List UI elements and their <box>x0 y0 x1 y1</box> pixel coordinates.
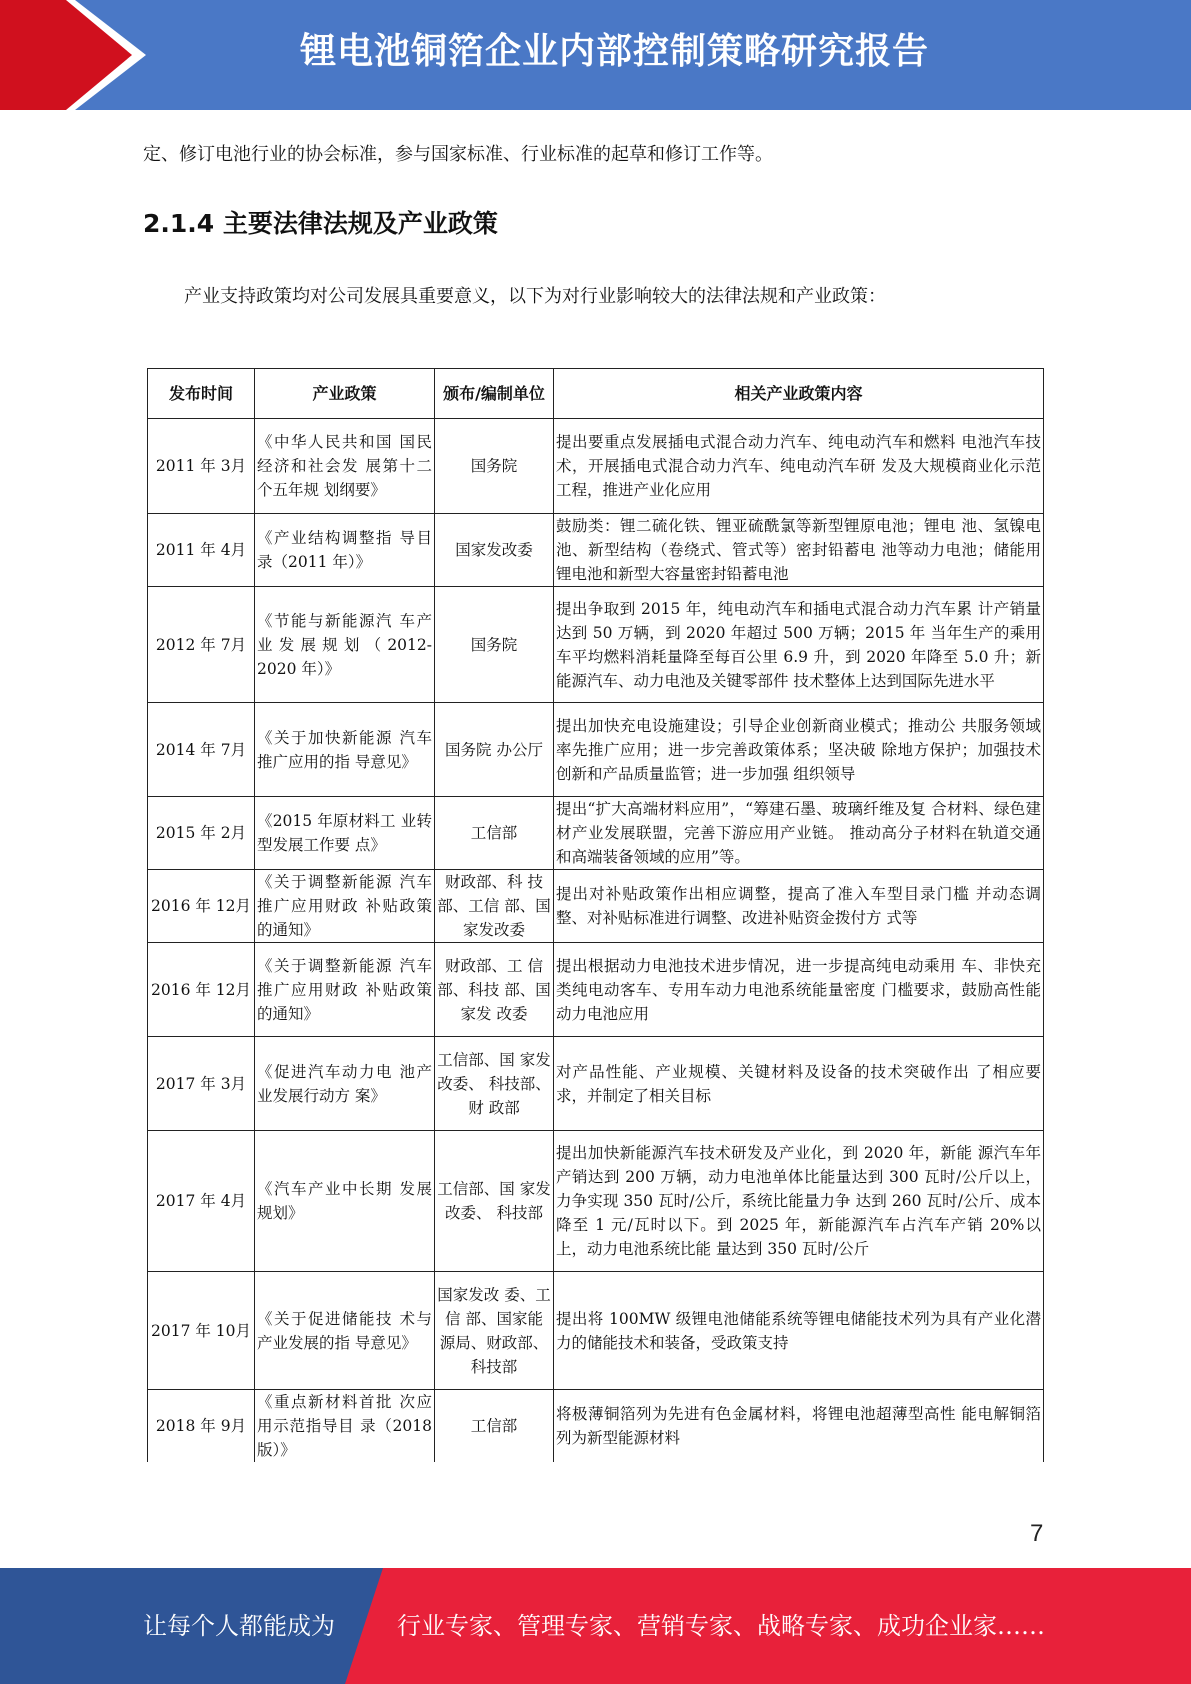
header-arrow-decoration <box>0 0 150 110</box>
cell-org: 工信部、国 家发改委、 科技部、财 政部 <box>435 1037 554 1131</box>
cell-date: 2015 年 2月 <box>148 797 255 870</box>
cell-org: 工信部 <box>435 797 554 870</box>
cell-date: 2011 年 3月 <box>148 419 255 514</box>
cell-content: 提出加快充电设施建设；引导企业创新商业模式；推动公 共服务领域率先推广应用；进一步完善政策体系；坚决破 除地方保护；加强技术创新和产品质量监管；进一步加强 组织领导 <box>554 703 1044 797</box>
cell-content: 提出争取到 2015 年，纯电动汽车和插电式混合动力汽车累 计产销量达到 50 万辆，到 2020 年超过 500 万辆；2015 年 当年生产的乘用车平均燃料消耗量降至每百公里 6.9 升，到 2020 年降至 5.0 升；新能源汽车、动力电池及关键零部件 技术整体上达到国际先进水平 <box>554 587 1044 703</box>
table-row <box>148 870 1044 943</box>
cell-date: 2018 年 9月 <box>148 1390 255 1463</box>
cell-policy: 《产业结构调整指 导目录（2011 年）》 <box>255 514 435 587</box>
cell-org: 财政部、科 技部、工信 部、国家发改委 <box>435 870 554 943</box>
table-row <box>148 797 1044 870</box>
cell-content: 提出要重点发展插电式混合动力汽车、纯电动汽车和燃料 电池汽车技术，开展插电式混合动力汽车、纯电动汽车研 发及大规模商业化示范工程，推进产业化应用 <box>554 419 1044 514</box>
section-heading: 2.1.4 主要法律法规及产业政策 <box>143 209 498 238</box>
cell-content: 对产品性能、产业规模、关键材料及设备的技术突破作出 了相应要求，并制定了相关目标 <box>554 1037 1044 1131</box>
footer-band <box>0 1568 1191 1684</box>
cell-policy: 《关于促进储能技 术与产业发展的指 导意见》 <box>255 1272 435 1390</box>
cell-policy: 《促进汽车动力电 池产业发展行动方 案》 <box>255 1037 435 1131</box>
table-row <box>148 703 1044 797</box>
footer-slogan-left: 让每个人都能成为 <box>143 1612 335 1640</box>
cell-policy: 《节能与新能源汽 车产业发展规划（2012-2020 年）》 <box>255 587 435 703</box>
cell-org: 国务院 办公厅 <box>435 703 554 797</box>
lead-paragraph: 产业支持政策均对公司发展具重要意义，以下为对行业影响较大的法律法规和产业政策： <box>184 286 886 307</box>
cell-date: 2011 年 4月 <box>148 514 255 587</box>
cell-content: 提出将 100MW 级锂电池储能系统等锂电储能技术列为具有产业化潜力的储能技术和装备，受政策支持 <box>554 1272 1044 1390</box>
table-row <box>148 1037 1044 1131</box>
table-row <box>148 1131 1044 1272</box>
table-row <box>148 514 1044 587</box>
header-policy: 产业政策 <box>255 369 435 419</box>
cell-date: 2014 年 7月 <box>148 703 255 797</box>
table-row <box>148 1390 1044 1463</box>
cell-policy: 《关于调整新能源 汽车推广应用财政 补贴政策的通知》 <box>255 870 435 943</box>
cell-date: 2017 年 4月 <box>148 1131 255 1272</box>
cell-policy: 《重点新材料首批 次应用示范指导目 录（2018 版）》 <box>255 1390 435 1463</box>
cell-policy: 《汽车产业中长期 发展规划》 <box>255 1131 435 1272</box>
header-org: 颁布/编制单位 <box>435 369 554 419</box>
report-title: 锂电池铜箔企业内部控制策略研究报告 <box>300 31 930 72</box>
header-date: 发布时间 <box>148 369 255 419</box>
cell-org: 国务院 <box>435 587 554 703</box>
table-row <box>148 943 1044 1037</box>
header-band <box>0 0 1191 110</box>
cell-content: 将极薄铜箔列为先进有色金属材料，将锂电池超薄型高性 能电解铜箔列为新型能源材料 <box>554 1390 1044 1463</box>
cell-content: 提出对补贴政策作出相应调整，提高了准入车型目录门槛 并动态调整、对补贴标准进行调整、改进补贴资金拨付方 式等 <box>554 870 1044 943</box>
cell-date: 2016 年 12月 <box>148 943 255 1037</box>
table-row <box>148 1272 1044 1390</box>
cell-org: 国家发改委 <box>435 514 554 587</box>
cell-date: 2017 年 10月 <box>148 1272 255 1390</box>
footer-slogan-right: 行业专家、管理专家、营销专家、战略专家、成功企业家…… <box>397 1612 1045 1640</box>
cell-org: 国家发改 委、工信 部、国家能 源局、财政部、科技部 <box>435 1272 554 1390</box>
cell-policy: 《关于调整新能源 汽车推广应用财政 补贴政策的通知》 <box>255 943 435 1037</box>
cell-org: 国务院 <box>435 419 554 514</box>
cell-policy: 《中华人民共和国 国民经济和社会发 展第十二个五年规 划纲要》 <box>255 419 435 514</box>
cell-date: 2012 年 7月 <box>148 587 255 703</box>
cell-org: 财政部、工 信部、科技 部、国家发 改委 <box>435 943 554 1037</box>
cell-policy: 《关于加快新能源 汽车推广应用的指 导意见》 <box>255 703 435 797</box>
header-content: 相关产业政策内容 <box>554 369 1044 419</box>
policy-table <box>147 368 1044 1462</box>
cell-org: 工信部、国 家发改委、 科技部 <box>435 1131 554 1272</box>
cell-content: 提出“扩大高端材料应用”，“筹建石墨、玻璃纤维及复 合材料、绿色建材产业发展联盟，完善下游应用产业链。 推动高分子材料在轨道交通和高端装备领域的应用”等。 <box>554 797 1044 870</box>
cell-policy: 《2015 年原材料工 业转型发展工作要 点》 <box>255 797 435 870</box>
cell-content: 提出加快新能源汽车技术研发及产业化，到 2020 年，新能 源汽车年产销达到 200 万辆，动力电池单体比能量达到 300 瓦时/公斤以上，力争实现 350 瓦时/公斤，系统比能量力争 达到 260 瓦时/公斤、成本降至 1 元/瓦时以下。到 2025 年，新能源汽车占汽车产销 20%以上，动力电池系统比能 量达到 350 瓦时/公斤 <box>554 1131 1044 1272</box>
intro-paragraph: 定、修订电池行业的协会标准，参与国家标准、行业标准的起草和修订工作等。 <box>143 144 773 165</box>
table-row <box>148 587 1044 703</box>
cell-date: 2016 年 12月 <box>148 870 255 943</box>
cell-content: 鼓励类：锂二硫化铁、锂亚硫酰氯等新型锂原电池；锂电 池、氢镍电池、新型结构（卷绕式、管式等）密封铅蓄电 池等动力电池；储能用锂电池和新型大容量密封铅蓄电池 <box>554 514 1044 587</box>
cell-date: 2017 年 3月 <box>148 1037 255 1131</box>
cell-content: 提出根据动力电池技术进步情况，进一步提高纯电动乘用 车、非快充类纯电动客车、专用车动力电池系统能量密度 门槛要求，鼓励高性能动力电池应用 <box>554 943 1044 1037</box>
table-row <box>148 419 1044 514</box>
cell-org: 工信部 <box>435 1390 554 1463</box>
table-header-row <box>148 369 1044 419</box>
page-number: 7 <box>1030 1520 1044 1547</box>
